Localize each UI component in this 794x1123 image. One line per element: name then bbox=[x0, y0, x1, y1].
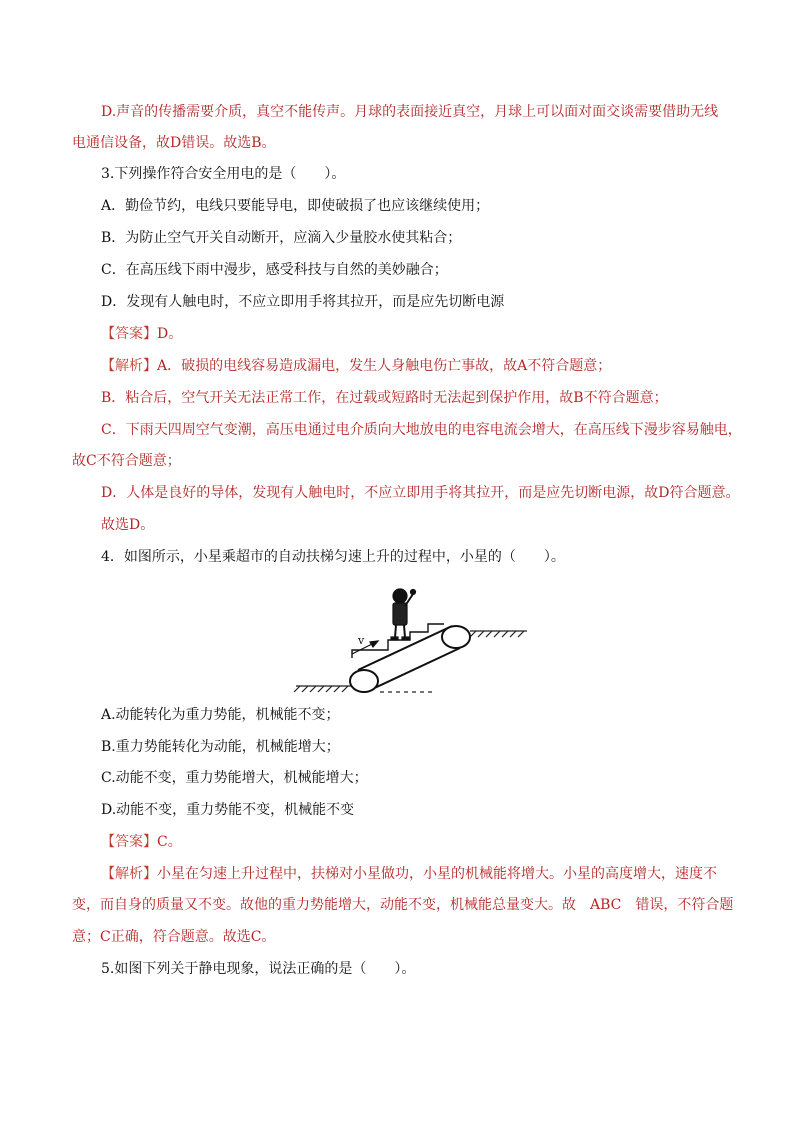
question-4-answer bbox=[101, 832, 722, 852]
escalator-figure bbox=[292, 576, 532, 696]
escalator-steps bbox=[352, 624, 444, 658]
velocity-arrow bbox=[352, 641, 378, 654]
bottom-ground bbox=[294, 686, 356, 692]
question-3-conclusion: 故选D。 bbox=[101, 517, 155, 533]
question-4-option-d: D.动能不变，重力势能不变，机械能不变 bbox=[101, 802, 355, 818]
question-3-explanation-c: C．下雨天四周空气变潮，高压电通过电介质向大地放电的电容电流会增大，在高压线下漫步容易触电， bbox=[101, 422, 742, 438]
question-4-stem: 4．如图所示，小星乘超市的自动扶梯匀速上升的过程中，小星的（ ）。 bbox=[101, 549, 565, 565]
question-4-option-b: B.重力势能转化为动能，机械能增大； bbox=[101, 739, 340, 755]
answer-value: D。 bbox=[157, 326, 183, 342]
explanation-text: 小星在匀速上升过程中，扶梯对小星做功，小星的机械能将增大。小星的高度增大，速度不 bbox=[157, 866, 717, 882]
question-3-explanation-c-cont: 故C不符合题意； bbox=[72, 453, 181, 469]
q2-explanation-line-conclusion: 电通信设备，故D错误。故选B。 bbox=[72, 135, 276, 151]
velocity-label: v bbox=[358, 634, 365, 647]
question-5-stem: 5.如图下列关于静电现象，说法正确的是（ ）。 bbox=[101, 961, 416, 977]
q2-explanation-line-d: D.声音的传播需要介质，真空不能传声。月球的表面接近真空，月球上可以面对面交谈需要借助无线 bbox=[101, 104, 719, 120]
question-3-explanation-b: B．粘合后，空气开关无法正常工作，在过载或短路时无法起到保护作用，故B不符合题意； bbox=[101, 390, 668, 406]
question-3-explanation-d: D．人体是良好的导体，发现有人触电时，不应立即用手将其拉开，而是应先切断电源，故D符合题意。 bbox=[101, 485, 740, 501]
question-3-stem: 3.下列操作符合安全用电的是（ ）。 bbox=[101, 166, 346, 182]
question-4-option-a: A.动能转化为重力势能，机械能不变； bbox=[101, 707, 340, 723]
top-ground bbox=[470, 631, 527, 637]
question-4-explanation-1 bbox=[101, 864, 722, 884]
explanation-text: A．破损的电线容易造成漏电，发生人身触电伤亡事故，故A不符合题意； bbox=[157, 358, 612, 374]
question-4-explanation-2: 变，而自身的质量又不变。故他的重力势能增大，动能不变，机械能总量变大。故 ABC 错误，不符合题 bbox=[72, 897, 734, 913]
answer-tag: 【答案】 bbox=[101, 834, 157, 850]
question-3-explanation-a bbox=[101, 356, 722, 376]
question-3-option-a: A．勤俭节约，电线只要能导电，即使破损了也应该继续使用； bbox=[101, 198, 490, 214]
question-3-option-b: B．为防止空气开关自动断开，应滴入少量胶水使其粘合； bbox=[101, 230, 462, 246]
question-4-explanation-3: 意；C正确，符合题意。故选C。 bbox=[72, 929, 276, 945]
question-3-option-d: D．发现有人触电时，不应立即用手将其拉开，而是应先切断电源 bbox=[101, 294, 505, 310]
explanation-tag: 【解析】 bbox=[101, 866, 157, 882]
question-3-answer bbox=[101, 324, 722, 344]
answer-value: C。 bbox=[157, 834, 182, 850]
explanation-tag: 【解析】 bbox=[101, 358, 157, 374]
answer-tag: 【答案】 bbox=[101, 326, 157, 342]
question-3-option-c: C．在高压线下雨中漫步，感受科技与自然的美妙融合； bbox=[101, 262, 448, 278]
question-4-option-c: C.动能不变，重力势能增大，机械能增大； bbox=[101, 770, 368, 786]
